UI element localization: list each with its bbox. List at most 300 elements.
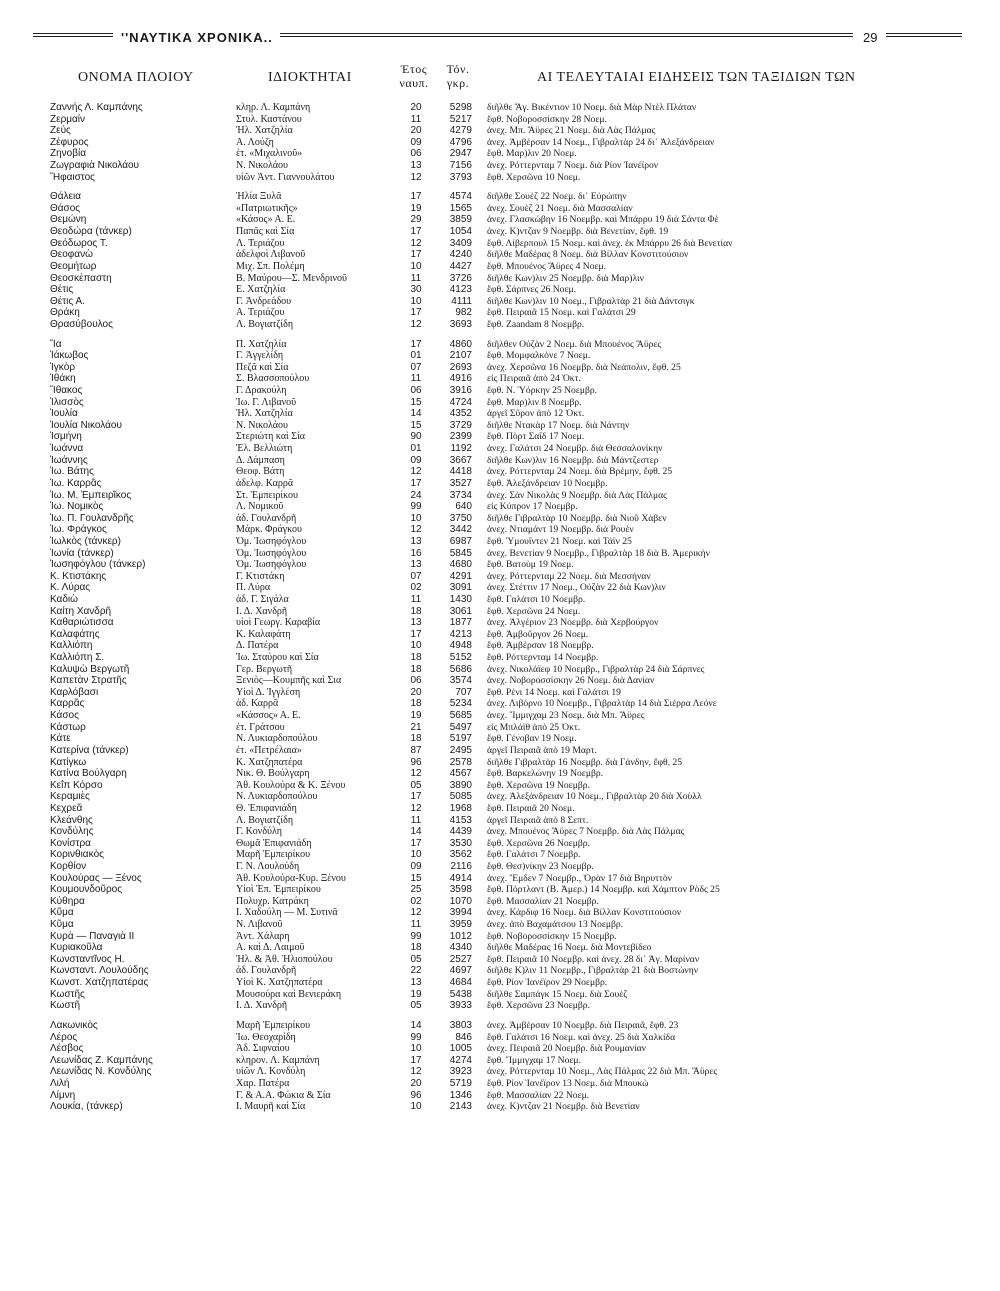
- voyage-news: ἔφθ. Ν. Ὑόρκην 25 Νοεμβρ.: [487, 385, 598, 397]
- build-year: 17: [410, 226, 422, 238]
- gross-tonnage: 3916: [449, 385, 472, 397]
- owner-name: ἀδ. Γουλανδρῆ: [236, 512, 297, 524]
- gross-tonnage: 7156: [449, 160, 472, 172]
- build-year: 99: [410, 501, 422, 513]
- ship-row: [0, 102, 1000, 114]
- owner-name: Ἀθ. Κουλούρα-Κυρ. Ξένου: [236, 872, 346, 884]
- ship-row: [0, 907, 1000, 919]
- ship-name: Καρλόβασι: [50, 686, 99, 698]
- build-year: 20: [410, 125, 422, 137]
- ship-row: [0, 191, 1000, 203]
- voyage-news: ἔφθ. Νοβοροσσίσκην 28 Νοεμ.: [487, 113, 607, 125]
- build-year: 19: [410, 710, 422, 722]
- ship-name: Κονδύλης: [50, 826, 94, 838]
- ship-row: [0, 919, 1000, 931]
- owner-name: Πεζᾶ καὶ Σία: [236, 361, 289, 373]
- ship-row: [0, 861, 1000, 873]
- ship-row: [0, 501, 1000, 513]
- ship-row: [0, 408, 1000, 420]
- owner-name: Ἰω. Σταύρου καὶ Σία: [236, 652, 319, 664]
- voyage-news: ἀνεχ. Κ)ντζαν 9 Νοεμβρ. διὰ Βενετίαν, ἔφθ. 19: [487, 226, 669, 238]
- ship-row: [0, 873, 1000, 885]
- owner-name: Δ. Δάμπαση: [236, 454, 285, 466]
- ship-name: Κορθίον: [50, 861, 87, 872]
- build-year: 14: [410, 408, 422, 420]
- gross-tonnage: 4697: [449, 965, 472, 977]
- voyage-news: ἔφθ. Μπουένος Ἄϋρες 4 Νοεμ.: [487, 260, 607, 272]
- voyage-news: διῆλθε Γιβραλτὰρ 10 Νοεμβρ. διὰ Νιοῦ Χάβεν: [487, 512, 667, 524]
- ship-group: [0, 339, 1000, 1012]
- column-heading-news: ΑΙ ΤΕΛΕΥΤΑΙΑΙ ΕΙΔΗΣΕΙΣ ΤΩΝ ΤΑΞΙΔΙΩΝ ΤΩΝ: [537, 70, 856, 85]
- ship-row: [0, 1078, 1000, 1090]
- ship-name: Κῦμα: [50, 919, 74, 931]
- voyage-news: ἀνεχ. Ρόττερνταμ 10 Νοεμ., Λὰς Πάλμας 22 διὰ Μπ. Ἄϋρες: [487, 1066, 718, 1078]
- ship-name: Καλλιόπη Σ.: [50, 652, 105, 664]
- ship-name: Ἰωσηφόγλου (τάνκερ): [50, 559, 146, 571]
- voyage-news: διῆλθε Ἅγ. Βικέντιον 10 Νοεμ. διὰ Μὰρ Ντὲλ Πλάταν: [487, 102, 697, 113]
- owner-name: υἱοὶ Γεωργ. Καραβία: [236, 617, 321, 629]
- gross-tonnage: 5234: [449, 698, 472, 710]
- voyage-news: ἀνεχ. Μπουένος Ἄϋρες 7 Νοεμβρ. διὰ Λὰς Πάλμας: [487, 826, 685, 838]
- owner-name: ἀδ. Καρρᾶ: [236, 698, 279, 710]
- ship-name: Καπετὰν Στρατῆς: [50, 675, 127, 687]
- header-rule-right: [886, 36, 962, 37]
- gross-tonnage: 3793: [449, 171, 472, 183]
- gross-tonnage: 3061: [449, 605, 472, 617]
- ship-row: [0, 420, 1000, 432]
- voyage-news: ἔφθ. Γαλάτσι 16 Νοεμ. καὶ ἀνεχ. 25 διὰ Χαλκίδα: [487, 1031, 676, 1043]
- ship-row: [0, 397, 1000, 409]
- ship-row: [0, 559, 1000, 571]
- ship-name: Κορινθιακὸς: [50, 849, 104, 861]
- build-year: 17: [410, 837, 422, 849]
- gross-tonnage: 1565: [449, 202, 472, 214]
- ship-name: Θεμώνη: [50, 214, 87, 226]
- build-year: 01: [410, 443, 422, 455]
- ship-row: [0, 296, 1000, 308]
- gross-tonnage: 3890: [449, 779, 472, 791]
- ship-name: Ἰωλκὸς (τάνκερ): [50, 535, 121, 547]
- voyage-news: διῆλθεν Οὐζὰν 2 Νοεμ. διὰ Μπουένος Ἄϋρες: [487, 338, 662, 350]
- voyage-news: ἔφθ. Βαρκελώνην 19 Νοεμβρ.: [487, 768, 604, 780]
- voyage-news: εἰς Μπλάϊθ ἀπὸ 25 Ὀκτ.: [487, 721, 581, 733]
- owner-name: Λ. Τεριάζου: [236, 237, 285, 249]
- build-year: 06: [410, 148, 422, 160]
- ship-row: [0, 524, 1000, 536]
- ship-row: [0, 466, 1000, 478]
- owner-name: Ὁμ. Ἰωσηφόγλου: [236, 559, 307, 571]
- ship-row: [0, 1066, 1000, 1078]
- ship-name: Καρρᾶς: [50, 698, 85, 710]
- voyage-news: ἔφθ. Γαλάτσι 10 Νοεμβρ.: [487, 593, 586, 605]
- owner-name: Γ. Κτιστάκη: [236, 570, 285, 582]
- voyage-news: ἀργεῖ Πειραιᾶ ἀπὸ 19 Μαρτ.: [487, 744, 597, 756]
- build-year: 30: [410, 284, 422, 296]
- ship-name: Ἴα: [50, 338, 62, 350]
- ship-row: [0, 350, 1000, 362]
- voyage-news: διῆλθε Σαμπάγκ 15 Νοεμ. διὰ Σουὲζ: [487, 988, 628, 1000]
- gross-tonnage: 3598: [449, 884, 472, 896]
- owner-name: Στυλ. Καστάνου: [236, 113, 302, 125]
- gross-tonnage: 640: [455, 501, 472, 513]
- voyage-news: ἔφθ. Ρίον Ἰανέϊρον 13 Νοεμ. διὰ Μπουκὼ: [487, 1077, 649, 1089]
- gross-tonnage: 4914: [449, 872, 472, 884]
- voyage-news: ἀργεῖ Σῦρον ἀπὸ 12 Ὀκτ.: [487, 408, 585, 420]
- gross-tonnage: 3994: [449, 907, 472, 919]
- ship-row: [0, 768, 1000, 780]
- ship-name: Ἰωάννα: [50, 443, 84, 455]
- ship-name: Ἥφαιστος: [50, 171, 95, 183]
- voyage-news: ἀνεχ. Πειραιᾶ 20 Νοεμβρ. διὰ Ρουμανίαν: [487, 1043, 647, 1055]
- voyage-news: ἔφθ. Πειραιᾶ 10 Νοεμβρ. καὶ ἀνεχ. 28 δι᾽ Ἁγ. Μαρίναν: [487, 953, 700, 965]
- owner-name: Ἀδ. Σιφναίου: [236, 1043, 290, 1055]
- ship-group: [0, 191, 1000, 330]
- ship-name: Ἰσμήνη: [50, 431, 82, 443]
- owner-name: Κ. Καλαφάτη: [236, 628, 291, 640]
- gross-tonnage: 2116: [450, 861, 472, 872]
- build-year: 17: [410, 1054, 422, 1066]
- build-year: 11: [410, 919, 422, 931]
- gross-tonnage: 5438: [449, 988, 472, 1000]
- ship-name: Λεωνίδας Ζ. Καμπάνης: [50, 1054, 153, 1066]
- gross-tonnage: 3923: [449, 1066, 472, 1078]
- gross-tonnage: 5845: [449, 547, 472, 559]
- voyage-news: διῆλθε Κων)λιν 16 Νοεμβρ. διὰ Μάντζεστερ: [487, 454, 659, 466]
- owner-name: Υἱοὶ Δ. Ἰγγλέση: [236, 686, 301, 698]
- ship-row: [0, 757, 1000, 769]
- build-year: 12: [410, 802, 422, 814]
- voyage-news: ἔφθ. Ρόττερνταμ 14 Νοεμβρ.: [487, 652, 599, 664]
- owner-name: υἱῶν Λ. Κονδύλη: [236, 1066, 306, 1078]
- build-year: 12: [410, 907, 422, 919]
- build-year: 17: [410, 477, 422, 489]
- ship-name: Θάλεια: [50, 191, 82, 203]
- owner-name: κληρ. Λ. Καμπάνη: [236, 102, 311, 113]
- column-heading-name: ΟΝΟΜΑ ΠΛΟΙΟΥ: [78, 70, 194, 85]
- ship-row: [0, 455, 1000, 467]
- owner-name: Γ. Ν. Λουλούδη: [236, 861, 300, 872]
- gross-tonnage: 4796: [449, 136, 472, 148]
- owner-name: Χαρ. Πατέρα: [236, 1077, 290, 1089]
- owner-name: ἑτ. «Μιχαλινοῦ»: [236, 148, 303, 160]
- voyage-news: ἀνεχ. Νοβοροσσίσκην 26 Νοεμ. διὰ Δανίαν: [487, 675, 655, 687]
- ship-name: Κάτε: [50, 733, 71, 745]
- column-heading-owners: ΙΔΙΟΚΤΗΤΑΙ: [268, 70, 352, 85]
- ship-name: Θεόδωρος Τ.: [50, 237, 108, 249]
- voyage-news: ἀνεχ. Στέττιν 17 Νοεμ., Οὐζὰν 22 διὰ Κων)λιν: [487, 582, 666, 594]
- ship-name: Καλαφάτης: [50, 628, 100, 640]
- owner-name: Ν. Νικολάου: [236, 419, 288, 431]
- build-year: 15: [410, 872, 422, 884]
- owner-name: Ν. Νικολάου: [236, 160, 288, 172]
- build-year: 11: [410, 373, 422, 385]
- ship-row: [0, 652, 1000, 664]
- ship-row: [0, 989, 1000, 1001]
- owner-name: Ἀντ. Χάλαρη: [236, 930, 290, 942]
- owner-name: Ἰω. Θεοχαρίδη: [236, 1031, 296, 1043]
- ship-name: Κουλούρας — Ξένος: [50, 872, 142, 884]
- build-year: 18: [410, 698, 422, 710]
- gross-tonnage: 3933: [449, 1000, 472, 1012]
- build-year: 19: [410, 202, 422, 214]
- ship-name: Λιλή: [50, 1077, 70, 1089]
- build-year: 12: [410, 171, 422, 183]
- gross-tonnage: 4684: [449, 977, 472, 989]
- voyage-news: ἀνεχ. Ἔμδεν 7 Νοεμβρ., Ὀρὰν 17 διὰ Βηρυττὸν: [487, 872, 672, 884]
- voyage-news: ἔφθ. Μαρ)λιν 8 Νοεμβρ.: [487, 396, 582, 408]
- owner-name: Ἐλ. Βελλιώτη: [236, 443, 293, 455]
- ship-name: Κ. Λύρας: [50, 582, 91, 594]
- gross-tonnage: 5497: [449, 721, 472, 733]
- page-number: 29: [863, 30, 878, 45]
- voyage-news: ἀνεχ. Χερσῶνα 16 Νοεμβρ. διὰ Νεάπολιν, ἔφθ. 25: [487, 361, 681, 373]
- build-year: 20: [410, 102, 422, 113]
- gross-tonnage: 2399: [449, 431, 472, 443]
- gross-tonnage: 5719: [449, 1077, 472, 1089]
- owner-name: Μουσούρα καὶ Βενιεράκη: [236, 988, 342, 1000]
- ship-name: Ἰω. Π. Γουλανδρῆς: [50, 512, 134, 524]
- owner-name: ἀδ. Γ. Σιγάλα: [236, 593, 289, 605]
- owner-name: Θεοφ. Βάτη: [236, 466, 285, 478]
- voyage-news: ἔφθ. Ἀμβοῦργον 26 Νοεμ.: [487, 628, 589, 640]
- voyage-news: ἔφθ. Zaandam 8 Νοεμβρ.: [487, 318, 585, 330]
- ship-name: Κωστῆ: [50, 1000, 81, 1012]
- ship-name: Θεοφανὼ: [50, 249, 93, 261]
- ship-name: Ἰω. Καρρᾶς: [50, 477, 102, 489]
- ship-row: [0, 478, 1000, 490]
- build-year: 06: [410, 385, 422, 397]
- ship-row: [0, 385, 1000, 397]
- build-year: 18: [410, 733, 422, 745]
- build-year: 17: [410, 191, 422, 203]
- ship-name: Ζηνοβία: [50, 148, 86, 160]
- ship-row: [0, 884, 1000, 896]
- voyage-news: ἀνεχ. Νικολάϊεφ 10 Νοεμβρ., Γιβραλτὰρ 24 διὰ Σάρπνες: [487, 663, 705, 675]
- ship-name: Λέρος: [50, 1031, 78, 1043]
- ship-name: Ἰω. Μ. Ἐμπειρῖκος: [50, 489, 132, 501]
- ship-name: Θέτις Α.: [50, 295, 85, 307]
- gross-tonnage: 5197: [449, 733, 472, 745]
- ship-row: [0, 443, 1000, 455]
- header-rule-left: [33, 33, 113, 34]
- ship-name: Ἰω. Φράγκος: [50, 524, 107, 536]
- gross-tonnage: 2527: [449, 953, 472, 965]
- owner-name: Μάρκ. Φράγκου: [236, 524, 302, 536]
- ship-row: [0, 148, 1000, 160]
- ship-row: [0, 1101, 1000, 1113]
- ship-name: Κ. Κτιστάκης: [50, 570, 107, 582]
- gross-tonnage: 982: [455, 307, 472, 319]
- gross-tonnage: 4213: [449, 628, 472, 640]
- voyage-news: ἔφθ. Ὑμουΐντεν 21 Νοεμ. καὶ Τάϊν 25: [487, 535, 632, 547]
- ship-row: [0, 849, 1000, 861]
- ship-row: [0, 1043, 1000, 1055]
- ship-name: Κῦμα: [50, 907, 74, 919]
- build-year: 14: [410, 1019, 422, 1031]
- ship-name: Λίμνη: [50, 1089, 76, 1101]
- voyage-news: ἀνεχ. Σὰν Νικολὰς 9 Νοεμβρ. διὰ Λὰς Πάλμας: [487, 489, 667, 501]
- ship-row: [0, 942, 1000, 954]
- build-year: 13: [410, 535, 422, 547]
- ship-row: [0, 664, 1000, 676]
- build-year: 90: [410, 431, 422, 443]
- ship-row: [0, 629, 1000, 641]
- build-year: 09: [410, 861, 422, 872]
- owner-name: Α. Τεριάζου: [236, 307, 285, 319]
- gross-tonnage: 846: [455, 1031, 472, 1043]
- gross-tonnage: 1054: [449, 226, 472, 238]
- ship-name: Λακωνικὸς: [50, 1019, 98, 1031]
- owner-name: Β. Μαύρου—Σ. Μενδρινοῦ: [236, 272, 347, 284]
- voyage-news: διῆλθε Ντακὰρ 17 Νοεμ. διὰ Νάντην: [487, 419, 630, 431]
- ship-row: [0, 536, 1000, 548]
- build-year: 12: [410, 768, 422, 780]
- gross-tonnage: 4340: [449, 942, 472, 954]
- build-year: 11: [410, 593, 422, 605]
- ship-name: Θεομήτωρ: [50, 260, 97, 272]
- ship-name: Κύθηρα: [50, 895, 85, 907]
- ship-name: Κάσος: [50, 710, 79, 722]
- gross-tonnage: 4123: [449, 284, 472, 296]
- ship-row: [0, 214, 1000, 226]
- ship-name: Λεωνίδας Ν. Κονδύλης: [50, 1066, 152, 1078]
- owner-name: Ἠλία Ξυλᾶ: [236, 191, 282, 203]
- voyage-news: ἔφθ. Πειραιᾶ 15 Νοεμ. καὶ Γαλάτσι 29: [487, 307, 636, 319]
- gross-tonnage: 2495: [449, 744, 472, 756]
- owner-name: κληρον. Λ. Καμπάνη: [236, 1054, 320, 1066]
- voyage-news: διῆλθε Γιβραλτὰρ 16 Νοεμβρ. διὰ Γάνδην, ἔφθ. 25: [487, 756, 683, 768]
- build-year: 10: [410, 640, 422, 652]
- voyage-news: ἀνεχ. Ἴμμιγχαμ 23 Νοεμ. διὰ Μπ. Ἄϋρες: [487, 710, 645, 722]
- gross-tonnage: 4680: [449, 559, 472, 571]
- gross-tonnage: 4274: [449, 1054, 472, 1066]
- build-year: 12: [410, 466, 422, 478]
- gross-tonnage: 5152: [449, 652, 472, 664]
- ship-name: Κεΐπ Κόρσο: [50, 779, 103, 791]
- ship-name: Θρασύβουλος: [50, 318, 113, 330]
- build-year: 17: [410, 307, 422, 319]
- ship-name: Ζέφυρος: [50, 136, 89, 148]
- build-year: 10: [410, 512, 422, 524]
- build-year: 10: [410, 295, 422, 307]
- voyage-news: ἀνεχ. Γαλάτσι 24 Νοεμβρ. διὰ Θεσσαλονίκην: [487, 443, 663, 455]
- owner-name: ἑτ. Γράτσου: [236, 721, 285, 733]
- ship-name: Λουκία, (τάνκερ): [50, 1101, 123, 1113]
- owner-name: «Κάσος» Α. Ε.: [236, 214, 296, 226]
- build-year: 12: [410, 524, 422, 536]
- voyage-news: ἔφθ. Μασσαλίαν 22 Νοεμ.: [487, 1089, 590, 1101]
- build-year: 24: [410, 489, 422, 501]
- header-rule-mid: [280, 36, 853, 37]
- voyage-news: ἔφθ. Γένοβαν 19 Νοεμ.: [487, 733, 577, 745]
- build-year: 10: [410, 260, 422, 272]
- ship-name: Καίτη Χανδρῆ: [50, 605, 112, 617]
- gross-tonnage: 4574: [449, 191, 472, 203]
- header-rule-left: [33, 36, 113, 37]
- owner-name: ἑτ. «Πετρέλαια»: [236, 744, 302, 756]
- gross-tonnage: 2143: [449, 1101, 472, 1113]
- gross-tonnage: 4860: [449, 338, 472, 350]
- gross-tonnage: 5686: [449, 663, 472, 675]
- owner-name: Μαρῆ Ἐμπειρίκου: [236, 1019, 311, 1031]
- voyage-news: ἔφθ. Πὸρτ Σαΐδ 17 Νοεμ.: [487, 431, 585, 443]
- voyage-news: διῆλθε Σουὲζ 22 Νοεμ. δι᾽ Εὐρώπην: [487, 191, 627, 203]
- build-year: 96: [410, 1089, 422, 1101]
- voyage-news: διῆλθε Μαδέρας 16 Νοεμ. διὰ Μοντεβίδεο: [487, 942, 652, 954]
- voyage-news: ἀνεχ. Ἀμβέρσαν 14 Νοεμ., Γιβραλτὰρ 24 δι᾽ Ἀλεξάνδρειαν: [487, 136, 715, 148]
- gross-tonnage: 4948: [449, 640, 472, 652]
- ship-row: [0, 965, 1000, 977]
- owner-name: Ἰω. Γ. Λιβανοῦ: [236, 396, 297, 408]
- gross-tonnage: 2693: [449, 361, 472, 373]
- ship-row: [0, 745, 1000, 757]
- voyage-news: ἔφθ. Ρίον Ἰανέϊρον 29 Νοεμβρ.: [487, 977, 608, 989]
- voyage-news: ἀνεχ. Κάρδιφ 16 Νοεμ. διὰ Βίλλαν Κονστιτούσιον: [487, 907, 682, 919]
- ship-name: Ἰω. Βάτης: [50, 466, 94, 478]
- build-year: 11: [410, 272, 422, 284]
- ship-row: [0, 931, 1000, 943]
- build-year: 29: [410, 214, 422, 226]
- owner-name: Ν. Λυκιαρδοπούλου: [236, 733, 318, 745]
- voyage-news: ἔφθ. Λίβερπουλ 15 Νοεμ. καὶ ἀνεχ. ἐκ Μπάρρυ 26 διὰ Βενετίαν: [487, 237, 733, 249]
- build-year: 10: [410, 1101, 422, 1113]
- ship-row: [0, 513, 1000, 525]
- ship-name: Κεραμιὲς: [50, 791, 90, 803]
- voyage-news: ἔφθ. Βατοὺμ 19 Νοεμ.: [487, 559, 574, 571]
- ship-row: [0, 826, 1000, 838]
- voyage-news: ἀνεχ. Ἀλεξάνδρειαν 10 Νοεμ., Γιβραλτὰρ 20 διὰ Χοὺλλ: [487, 791, 702, 803]
- ship-row: [0, 548, 1000, 560]
- ship-row: [0, 362, 1000, 374]
- build-year: 09: [410, 454, 422, 466]
- gross-tonnage: 3803: [449, 1019, 472, 1031]
- voyage-news: ἀνεχ. Κ)ντζαν 21 Νοεμβρ. διὰ Βενετίαν: [487, 1101, 640, 1113]
- gross-tonnage: 1346: [449, 1089, 472, 1101]
- gross-tonnage: 5217: [449, 113, 472, 125]
- ship-row: [0, 319, 1000, 331]
- owner-name: Γ. & Α.Α. Φώκια & Σία: [236, 1089, 331, 1101]
- voyage-news: ἀνεχ. Λιβόρνο 10 Νοεμβρ., Γιβραλτὰρ 14 διὰ Σιέρρα Λεόνε: [487, 698, 717, 710]
- build-year: 11: [410, 814, 422, 826]
- build-year: 06: [410, 675, 422, 687]
- build-year: 10: [410, 1043, 422, 1055]
- build-year: 12: [410, 318, 422, 330]
- ship-row: [0, 137, 1000, 149]
- ship-name: Κωστῆς: [50, 988, 85, 1000]
- ship-row: [0, 722, 1000, 734]
- ship-name: Κεχρεᾶ: [50, 802, 83, 814]
- build-year: 22: [410, 965, 422, 977]
- owner-name: Ν. Λυκιαρδοπούλου: [236, 791, 318, 803]
- owner-name: Κ. Χατζηπατέρα: [236, 756, 303, 768]
- owner-name: Ἠλ. Χατζηλία: [236, 125, 293, 137]
- build-year: 02: [410, 895, 422, 907]
- build-year: 01: [410, 350, 422, 362]
- ship-name: Κωνσταντ. Λουλούδης: [50, 965, 149, 977]
- voyage-news: ἀνεχ. Ρόττερνταμ 24 Νοεμ. διὰ Βρέμην, ἔφθ. 25: [487, 466, 673, 478]
- owner-name: Γ. Ἀγγελίδη: [236, 350, 284, 362]
- gross-tonnage: 1968: [449, 802, 472, 814]
- voyage-news: διῆλθε Μαδέρας 8 Νοεμ. διὰ Βίλλαν Κονστιτούσιον: [487, 249, 689, 261]
- owner-name: Σ. Βλασσοπούλου: [236, 373, 310, 385]
- ship-row: [0, 307, 1000, 319]
- gross-tonnage: 2578: [449, 756, 472, 768]
- gross-tonnage: 3859: [449, 214, 472, 226]
- owner-name: Γ. Κονδύλη: [236, 826, 282, 838]
- ship-name: Ἰουλία Νικολάου: [50, 419, 122, 431]
- ship-row: [0, 1020, 1000, 1032]
- voyage-news: ἔφθ. Πόρτλαντ (Β. Ἀμερ.) 14 Νοεμβρ. καὶ Χάμπτον Ρὸδς 25: [487, 884, 720, 896]
